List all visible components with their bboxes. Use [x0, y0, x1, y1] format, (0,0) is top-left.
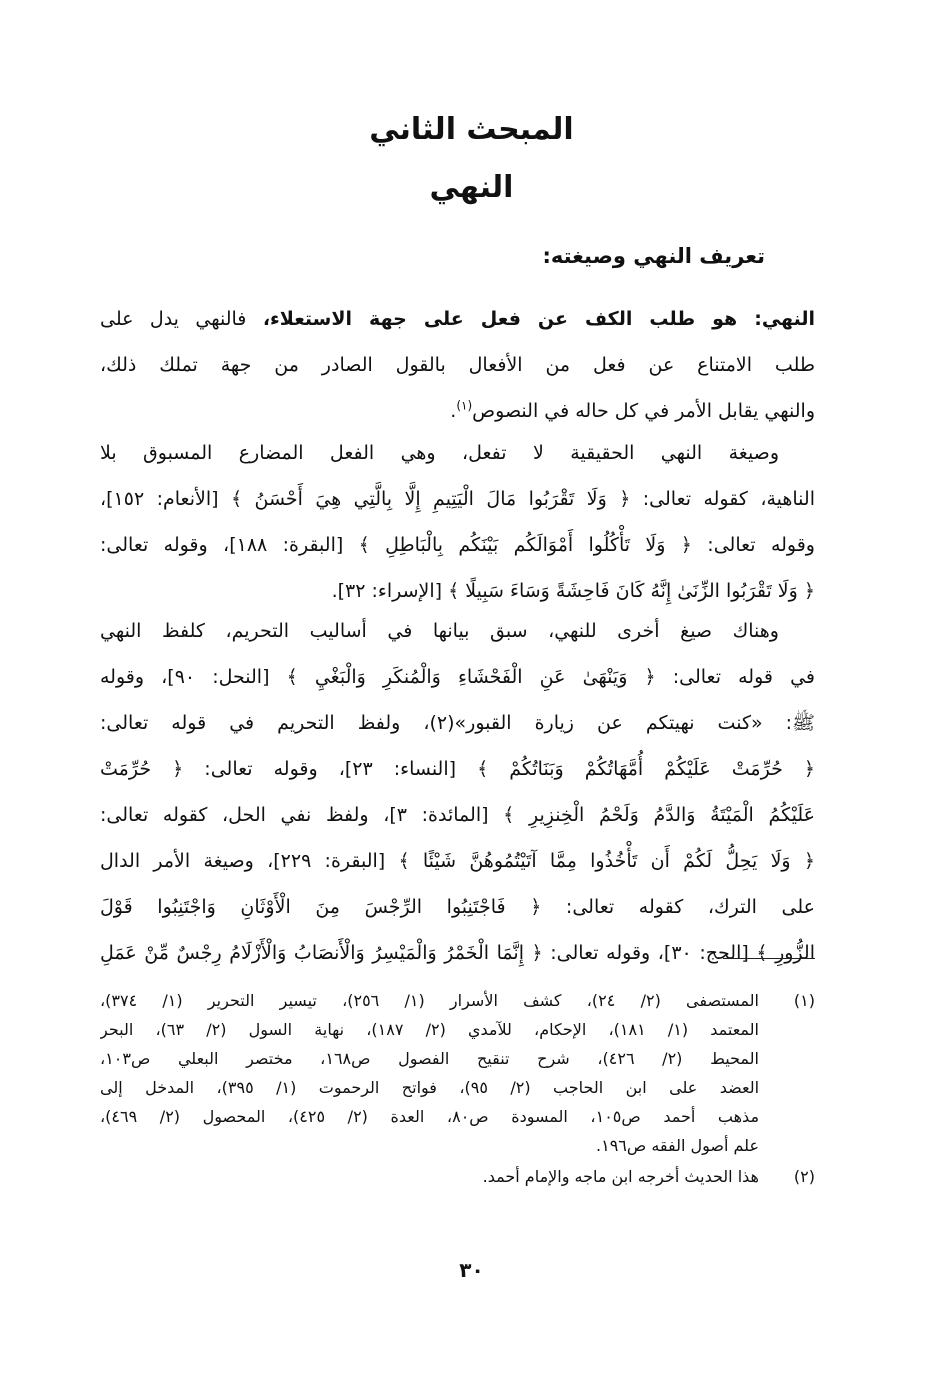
definition-rest: فالنهي يدل على — [100, 308, 263, 330]
footnote-ref-1[interactable]: (١) — [456, 398, 473, 413]
paragraph-line: وهناك صيغ أخرى للنهي، سبق بيانها في أساليب التحريم، كلفظ النهي — [100, 620, 779, 642]
paragraph-definition — [100, 296, 815, 434]
paragraph-line-last: ﴿ وَلَا تَقْرَبُوا الزِّنَىٰ إِنَّهُ كَانَ فَاحِشَةً وَسَاءَ سَبِيلًا ﴾ [الإسراء: ٣٢]. — [331, 580, 815, 602]
paragraph-line: الناهية، كقوله تعالى: ﴿ وَلَا تَقْرَبُوا مَالَ الْيَتِيمِ إِلَّا بِالَّتِي هِيَ أَحْسَنُ ﴾ [الأنعام: ١٥٢]، — [100, 488, 815, 510]
section-title: المبحث الثاني — [369, 112, 574, 147]
paragraph-line: الزُّورِ ﴾ [الحج: ٣٠]، وقوله تعالى: ﴿ إِنَّمَا الْخَمْرُ وَالْمَيْسِرُ وَالْأَنصَابُ وَالْأَزْلَامُ رِجْسٌ مِّنْ عَمَلِ — [100, 942, 815, 964]
paragraph-line-text: والنهي يقابل الأمر في كل حاله في النصوص — [472, 400, 815, 422]
footnote-line: مذهب أحمد ص١٠٥، المسودة ص٨٠، العدة (٢/ ٤٢٥)، المحصول (٢/ ٤٦٩)، — [100, 1107, 759, 1126]
paragraph-line: في قوله تعالى: ﴿ وَيَنْهَىٰ عَنِ الْفَحْشَاءِ وَالْمُنكَرِ وَالْبَغْيِ ﴾ [النحل: ٩٠]، وقوله — [100, 666, 815, 688]
footnote-line: هذا الحديث أخرجه ابن ماجه والإمام أحمد. — [482, 1167, 759, 1186]
footnote-line: المعتمد (١/ ١٨١)، الإحكام، للآمدي (٢/ ١٨٧)، نهاية السول (٢/ ٦٣)، البحر — [100, 1020, 759, 1039]
paragraph-line: وصيغة النهي الحقيقية لا تفعل، وهي الفعل المضارع المسبوق بلا — [100, 442, 779, 464]
paragraph-line: طلب الامتناع عن فعل من الأفعال بالقول الصادر من جهة تملك ذلك، — [100, 354, 815, 376]
paragraph-line-last — [100, 388, 815, 434]
page-number: ٣٠ — [459, 1258, 484, 1282]
footnote-1 — [100, 986, 815, 1160]
definition-bold: النهي: هو طلب الكف عن فعل على جهة الاستعلاء، — [262, 308, 815, 330]
paragraph-line: ﴿ وَلَا يَحِلُّ لَكُمْ أَن تَأْخُذُوا مِمَّا آتَيْتُمُوهُنَّ شَيْئًا ﴾ [البقرة: ٢٢٩]، وصيغة الأمر الدال — [100, 850, 815, 872]
paragraph-line: على الترك، كقوله تعالى: ﴿ فَاجْتَنِبُوا الرِّجْسَ مِنَ الْأَوْثَانِ وَاجْتَنِبُوا قَوْلَ — [100, 896, 815, 918]
paragraph-line: وقوله تعالى: ﴿ وَلَا تَأْكُلُوا أَمْوَالَكُم بَيْنَكُم بِالْبَاطِلِ ﴾ [البقرة: ١٨٨]، وقوله تعالى: — [100, 534, 815, 556]
topic-title: النهي — [429, 170, 514, 205]
footnote-line: المستصفى (٢/ ٢٤)، كشف الأسرار (١/ ٢٥٦)، تيسير التحرير (١/ ٣٧٤)، — [100, 991, 759, 1010]
sentence-end: . — [450, 400, 457, 422]
footnote-line: علم أصول الفقه ص١٩٦. — [596, 1136, 759, 1155]
footnotes — [100, 986, 815, 1193]
paragraph-line: عَلَيْكُمُ الْمَيْتَةُ وَالدَّمُ وَلَحْمُ الْخِنزِيرِ ﴾ [المائدة: ٣]، ولفظ نفي الحل، كقوله تعالى: — [100, 804, 815, 826]
footnote-2 — [100, 1162, 815, 1191]
footnote-line: المحيط (٢/ ٤٢٦)، شرح تنقيح الفصول ص١٦٨، مختصر البعلي ص١٠٣، — [100, 1049, 759, 1068]
paragraph-other-forms — [100, 608, 815, 976]
paragraph-line: ﷺ: «كنت نهيتكم عن زيارة القبور»(٢)، ولفظ التحريم في قوله تعالى: — [100, 712, 815, 734]
paragraph-form — [100, 430, 815, 614]
footnote-line: العضد على ابن الحاجب (٢/ ٩٥)، فواتح الرحموت (١/ ٣٩٥)، المدخل إلى — [100, 1078, 759, 1097]
paragraph-line: ﴿ حُرِّمَتْ عَلَيْكُمْ أُمَّهَاتُكُمْ وَبَنَاتُكُمْ ﴾ [النساء: ٢٣]، وقوله تعالى: ﴿ حُرِّمَتْ — [100, 758, 815, 780]
paragraph-line — [100, 296, 815, 342]
footnote-divider — [723, 958, 815, 959]
footnote-number: (١) — [793, 991, 815, 1010]
subheading: تعريف النهي وصيغته: — [542, 244, 765, 268]
footnote-number: (٢) — [793, 1167, 815, 1186]
